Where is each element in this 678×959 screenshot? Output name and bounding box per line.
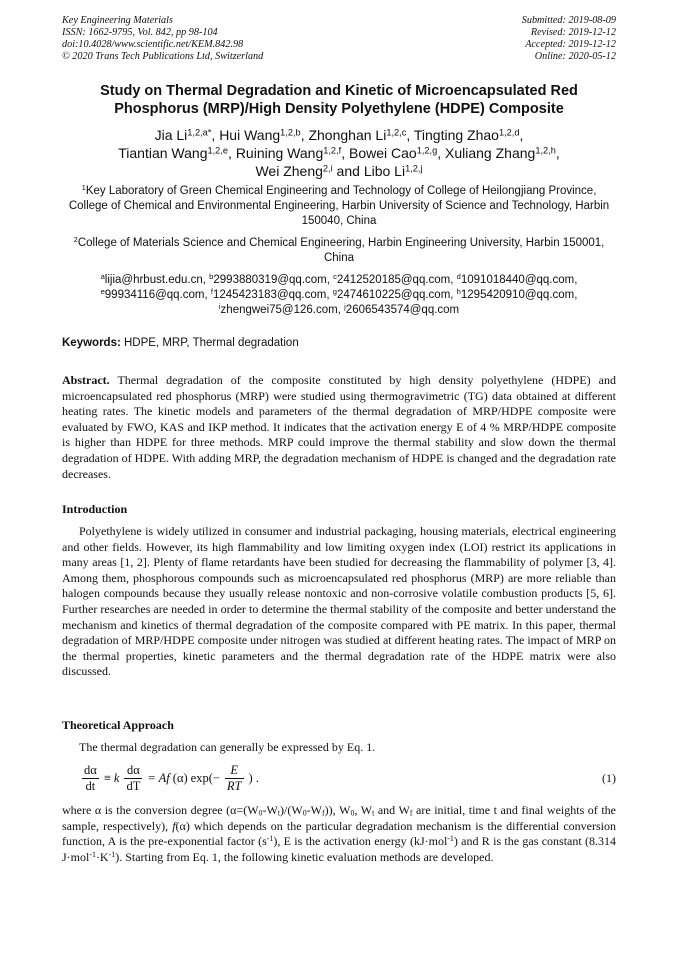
title-line-1: Study on Thermal Degradation and Kinetic of Microencapsulated Red [100,83,578,99]
abstract-text: Thermal degradation of the composite constituted by high density polyethylene (HDPE) and microencapsulated red phosphorus (MRP) were studied using thermogravimetric (TG) data obtained at different heating rates. The kinetic models and parameters of the thermal degradation of MRP/HDPE composite were evaluated by FWO, KAS and IKP method. It indicates that the activation energy E of 4 % MRP/HDPE composite is higher than HDPE for three methods. MRP could improve the thermal stability and slow down the thermal degradation of HDPE. With adding MRP, the degradation mechanism of HDPE is changed and the degradation rate decreases. [62,373,616,481]
fraction-dalpha-dT: $\frac{d\alpha}{dT}$ [126,762,141,793]
equation-explanation: where α is the conversion degree $(\alpha=(W_0-W_t)/(W_0-W_f))$, $W_0$, $W_t$ and $W_f$ are initial, time t and final weights of the sample, respectively), f(α) which depends on the particular degradation mechanism is the differential conversion function, A is the pre-exponential factor $(s^{-1})$, E is the activation energy (kJ·mol$^{-1}$) and R is the gas constant (8.314 $J\cdot mol^{-1}\cdot K^{-1}$). Starting from Eq. 1, the following kinetic evaluation methods are developed. [62,803,616,864]
date-accepted: Accepted: 2019-12-12 [525,39,616,50]
email: $^d$1091018440@qq.com [456,272,575,286]
abstract [62,373,616,482]
author: Hui Wang$^{1,2,b}$ [219,127,301,143]
affiliation-2: $^2$College of Materials Science and Chemical Engineering, Harbin Engineering University, Harbin 150001, China [73,235,605,264]
author: Tiantian Wang$^{1,2,e}$ [118,145,229,161]
email: $^b$2993880319@qq.com [209,272,327,286]
journal-name: Key Engineering Materials [62,15,173,26]
email: $^e$99934116@qq.com [100,287,205,301]
paper-title [62,82,616,118]
author: Jia $Li^{1,2,a*}$ [154,127,212,143]
author: Xuliang Zhang$^{1,2,h}$ [445,145,556,161]
author: Wei Zheng$^{2,i}$ [255,163,333,179]
email: $^c$2412520185@qq.com [333,272,451,286]
date-online: Online: 2020-05-12 [534,51,616,62]
keywords-label: Keywords: [62,337,121,349]
theory-intro-sentence: The thermal degradation can generally be expressed by Eq. 1. [79,740,376,754]
journal-issn: ISSN: 1662-9795, Vol. 842, pp 98-104 [62,27,218,38]
author: Bowei Cao$^{1,2,g}$ [348,145,438,161]
affiliation-1: $^1$Key Laboratory of Green Chemical Engineering and Technology of College of Heilongjiang Province, College of Chemical and Environmental Engineering, Harbin University of Science and Technology, Harbin 150040, China [68,183,610,227]
email-list: $^a$lijia@hrbust.edu.cn, $^b$2993880319@qq.com, $^c$2412520185@qq.com, $^d$1091018440@qq.com, $^e$99934116@qq.com, $^f$1245423183@qq.com, $^g$2474610225@qq.com, $^h$1295420910@qq.com, $^i$zhengwei75@126.com, $^j$2606543574@qq.com [100,272,578,316]
abstract-label: Abstract. [62,373,110,387]
fraction-dalpha-dt: $\frac{d\alpha}{dt}$ [84,762,97,793]
email: $^i$zhengwei75@126.com [218,302,338,316]
equation-1 [62,760,616,800]
email: $^g$2474610225@qq.com [332,287,451,301]
email: $^a$lijia@hrbust.edu.cn [100,272,203,286]
journal-header [62,15,263,63]
keywords [62,336,299,351]
author: Libo Li$^{1,2,j}$ [363,163,423,179]
journal-doi: doi:10.4028/www.scientific.net/KEM.842.98 [62,39,244,50]
date-revised: Revised: 2019-12-12 [530,27,616,38]
equation-body: $\frac{d\alpha}{dt}$ ≡ k $\frac{d\alpha}{dT}$ = Af (α) exp(− $\frac{E}{RT}$ ) . [84,762,259,793]
title-line-2: Phosphorus (MRP)/High Density Polyethylene (HDPE) Composite [114,101,564,117]
equation-number: (1) [602,771,616,785]
keywords-text: HDPE, MRP, Thermal degradation [124,337,299,349]
author: Tingting Zhao$^{1,2,d}$ [413,127,520,143]
email: $^f$1245423183@qq.com [210,287,327,301]
section-heading-theory: Theoretical Approach [62,718,174,732]
date-submitted: Submitted: 2019-08-09 [521,15,616,26]
email: $^h$1295420910@qq.com [456,287,575,301]
journal-copyright: © 2020 Trans Tech Publications Ltd, Switzerland [62,51,264,62]
author: Zhonghan Li$^{1,2,c}$ [308,127,407,143]
introduction-paragraph: Polyethylene is widely utilized in consumer and industrial packaging, housing materials, electrical engineering and other fields. However, its high flammability and low limiting oxygen index (LOI) restrict its applications in many areas [1, 2]. Plenty of flame retardants have been studied for decreasing the flammability of polymer [3, 4]. Among them, phosphorous compounds such as microencapsulated red phosphorus (MRP) are more reliable than halogen compounds because they usually release nontoxic and non-corrosive volatile combustion products [5, 6]. Further researches are needed in order to determine the thermal stability of the composite and better understand the mechanism and kinetics of thermal degradation of the composite compared with PE matrix. In this paper, thermal degradation of MRP/HDPE composite under nitrogen was studied at different heating rates. The impact of MRP on the thermal properties, kinetic parameters and the thermal degradation rate of the HDPE matrix were also discussed. [62,524,616,679]
fraction-E-RT: $\frac{E}{RT}$ [226,762,242,793]
author-list: Jia $Li^{1,2,a*}$, Hui Wang$^{1,2,b}$, Zhonghan Li$^{1,2,c}$, Tingting Zhao$^{1,2,d}$, Tiantian Wang$^{1,2,e}$, Ruining Wang$^{1,2,f}$, Bowei Cao$^{1,2,g}$, Xuliang Zhang$^{1,2,h}$, Wei Zheng$^{2,i}$ and Libo Li$^{1,2,j}$ [118,127,560,179]
section-heading-introduction: Introduction [62,502,128,516]
email: $^j$2606543574@qq.com [344,302,460,316]
author: Ruining Wang$^{1,2,f}$ [235,145,342,161]
dates-header [522,15,616,63]
